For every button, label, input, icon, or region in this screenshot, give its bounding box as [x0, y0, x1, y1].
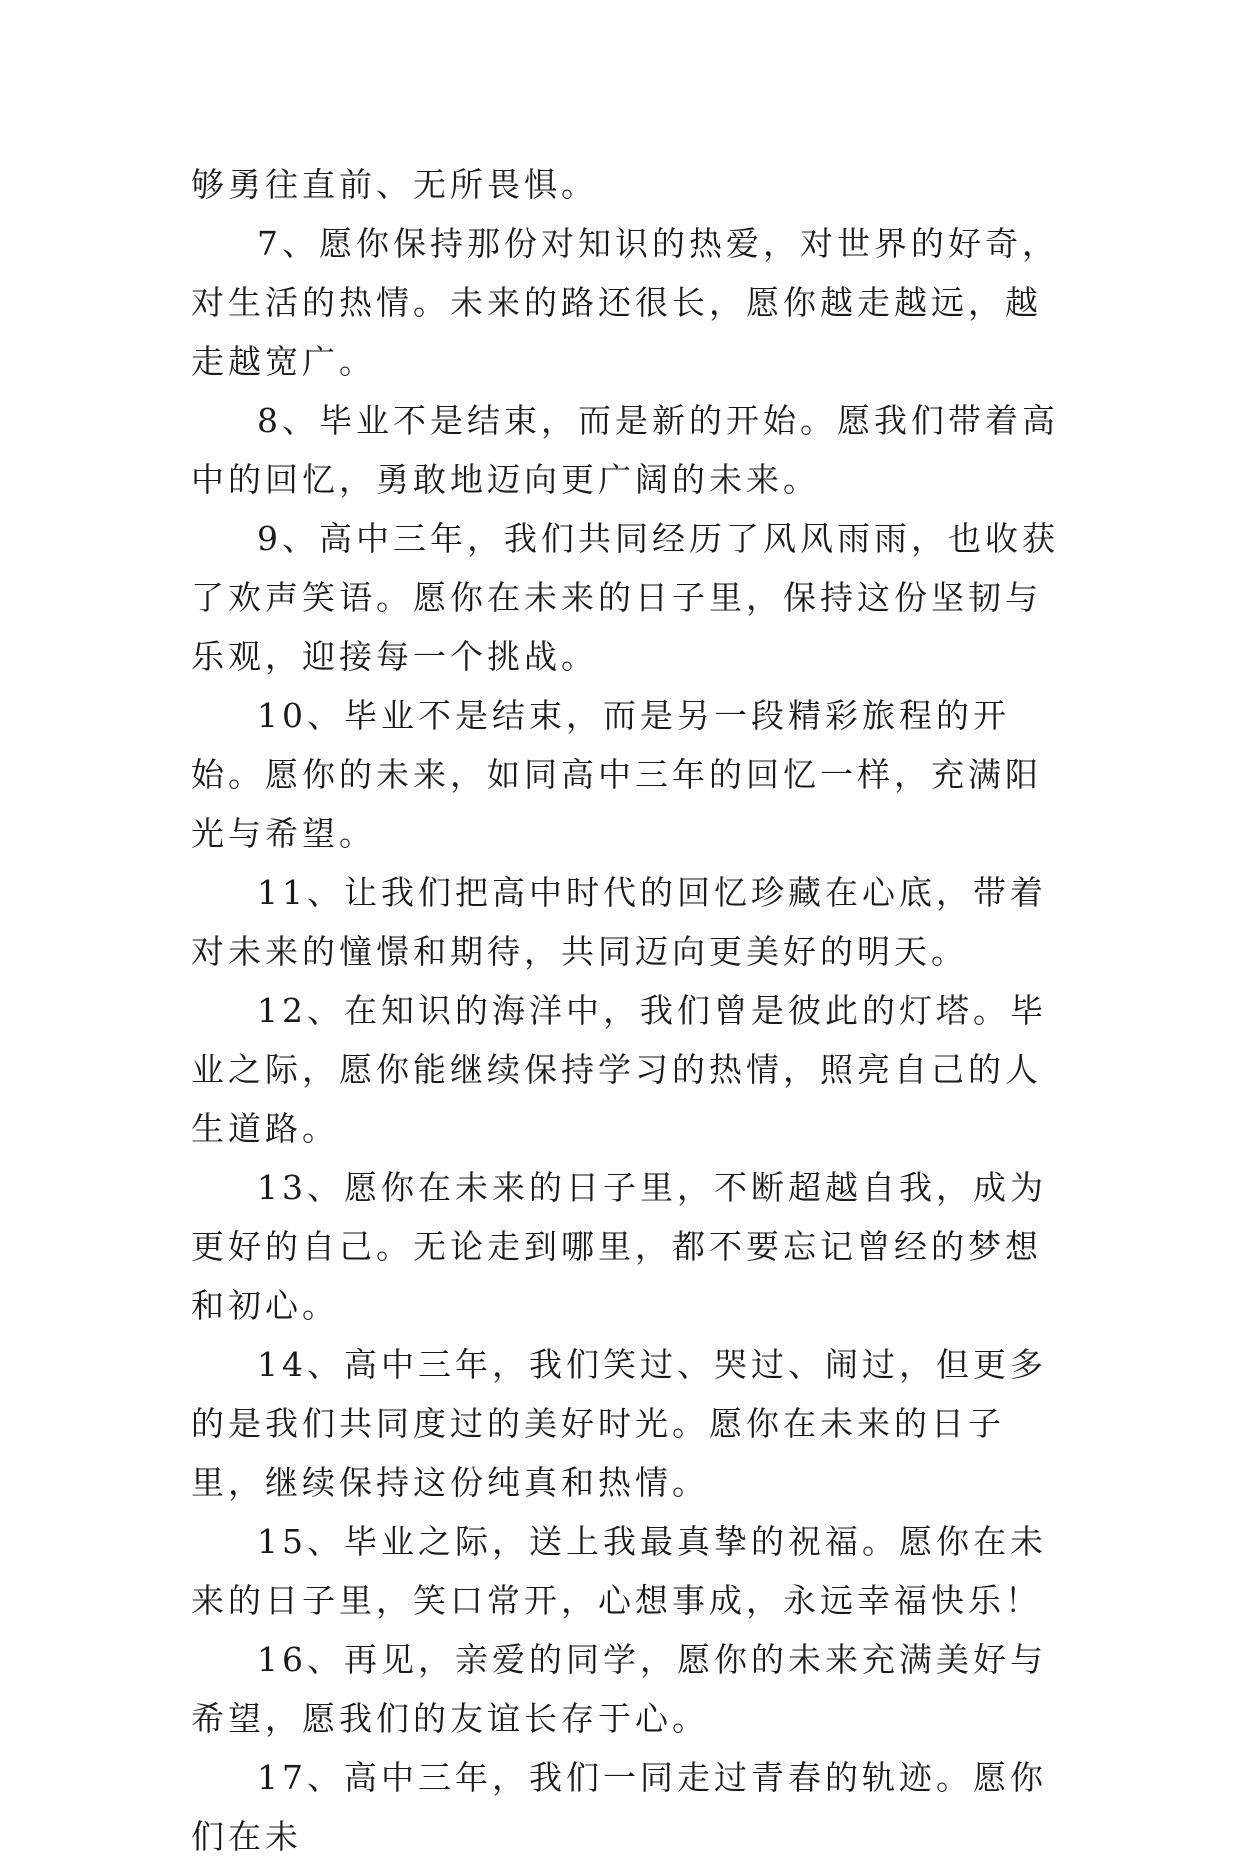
paragraph-11: 11、让我们把高中时代的回忆珍藏在心底，带着对未来的憧憬和期待，共同迈向更美好的明天。	[191, 873, 1047, 971]
paragraph-9: 9、高中三年，我们共同经历了风风雨雨，也收获了欢声笑语。愿你在未来的日子里，保持这份坚韧与乐观，迎接每一个挑战。	[191, 519, 1059, 676]
paragraph-14: 14、高中三年，我们笑过、哭过、闹过，但更多的是我们共同度过的美好时光。愿你在未来的日子里，继续保持这份纯真和热情。	[191, 1345, 1047, 1502]
document-body	[191, 155, 1071, 1866]
paragraph-13: 13、愿你在未来的日子里，不断超越自我，成为更好的自己。无论走到哪里，都不要忘记曾经的梦想和初心。	[191, 1168, 1047, 1325]
paragraph-17: 17、高中三年，我们一同走过青春的轨迹。愿你们在未	[191, 1758, 1047, 1856]
paragraph-12: 12、在知识的海洋中，我们曾是彼此的灯塔。毕业之际，愿你能继续保持学习的热情，照亮自己的人生道路。	[191, 991, 1047, 1148]
paragraph-16: 16、再见，亲爱的同学，愿你的未来充满美好与希望，愿我们的友谊长存于心。	[191, 1640, 1047, 1738]
paragraph-7: 7、愿你保持那份对知识的热爱，对世界的好奇，对生活的热情。未来的路还很长，愿你越走越远，越走越宽广。	[191, 224, 1059, 381]
paragraph-15: 15、毕业之际，送上我最真挚的祝福。愿你在未来的日子里，笑口常开，心想事成，永远幸福快乐！	[191, 1522, 1047, 1620]
paragraph-8: 8、毕业不是结束，而是新的开始。愿我们带着高中的回忆，勇敢地迈向更广阔的未来。	[191, 401, 1059, 499]
paragraph-10: 10、毕业不是结束，而是另一段精彩旅程的开始。愿你的未来，如同高中三年的回忆一样，充满阳光与希望。	[191, 696, 1042, 853]
paragraph-continuation: 够勇往直前、无所畏惧。	[191, 165, 598, 204]
